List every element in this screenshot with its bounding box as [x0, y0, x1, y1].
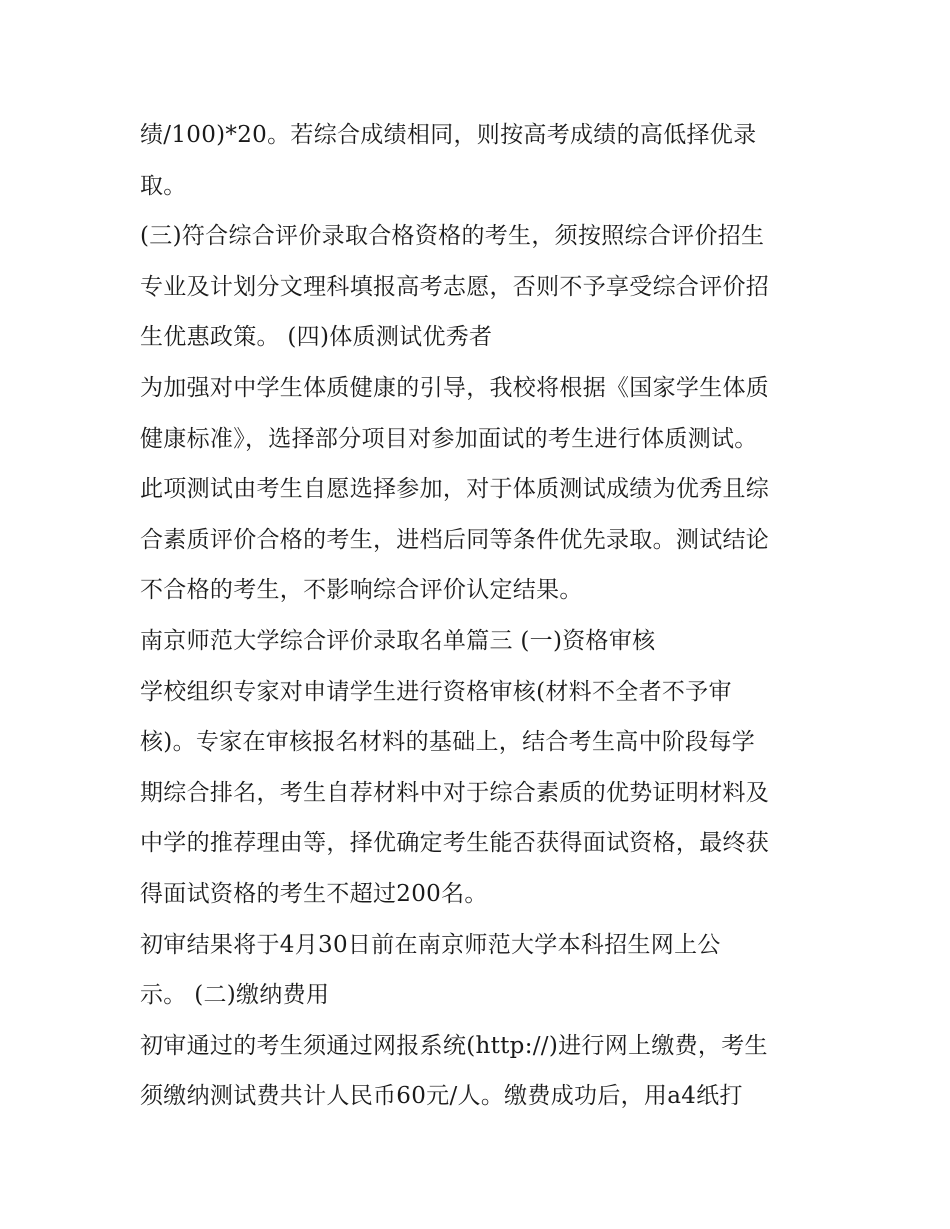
text-line: 中学的推荐理由等，择优确定考生能否获得面试资格，最终获 — [140, 830, 770, 857]
text-line: 合素质评价合格的考生，进档后同等条件优先录取。测试结论 — [140, 526, 770, 553]
text-line: 示。 (二)缴纳费用 — [140, 982, 330, 1009]
text-line: 生优惠政策。 (四)体质测试优秀者 — [140, 324, 493, 351]
text-line: 绩/100)*20。若综合成绩相同，则按高考成绩的高低择优录 — [140, 122, 757, 148]
text-line: (三)符合综合评价录取合格资格的考生，须按照综合评价招生 — [140, 223, 765, 250]
text-line: 专业及计划分文理科填报高考志愿，否则不予享受综合评价招 — [140, 273, 770, 300]
text-line: 初审通过的考生须通过网报系统(http://)进行网上缴费，考生 — [140, 1032, 768, 1059]
text-line: 不合格的考生，不影响综合评价认定结果。 — [140, 577, 583, 604]
text-line: 健康标准》，选择部分项目对参加面试的考生进行体质测试。 — [140, 425, 758, 452]
text-line: 此项测试由考生自愿选择参加，对于体质测试成绩为优秀且综 — [140, 476, 770, 503]
text-line: 期综合排名，考生自荐材料中对于综合素质的优势证明材料及 — [140, 779, 770, 806]
text-line: 核)。专家在审核报名材料的基础上，结合考生高中阶段每学 — [140, 729, 756, 756]
text-line: 取。 — [140, 172, 187, 199]
text-line: 须缴纳测试费共计人民币60元/人。缴费成功后，用a4纸打 — [140, 1083, 743, 1110]
text-line: 得面试资格的考生不超过200名。 — [140, 880, 488, 907]
text-line: 学校组织专家对申请学生进行资格审核(材料不全者不予审 — [140, 678, 732, 705]
text-line: 初审结果将于4月30日前在南京师范大学本科招生网上公 — [140, 931, 721, 958]
text-line: 为加强对中学生体质健康的引导，我校将根据《国家学生体质 — [140, 374, 770, 401]
text-line: 南京师范大学综合评价录取名单篇三 (一)资格审核 — [140, 627, 656, 654]
document-body — [140, 110, 820, 1122]
